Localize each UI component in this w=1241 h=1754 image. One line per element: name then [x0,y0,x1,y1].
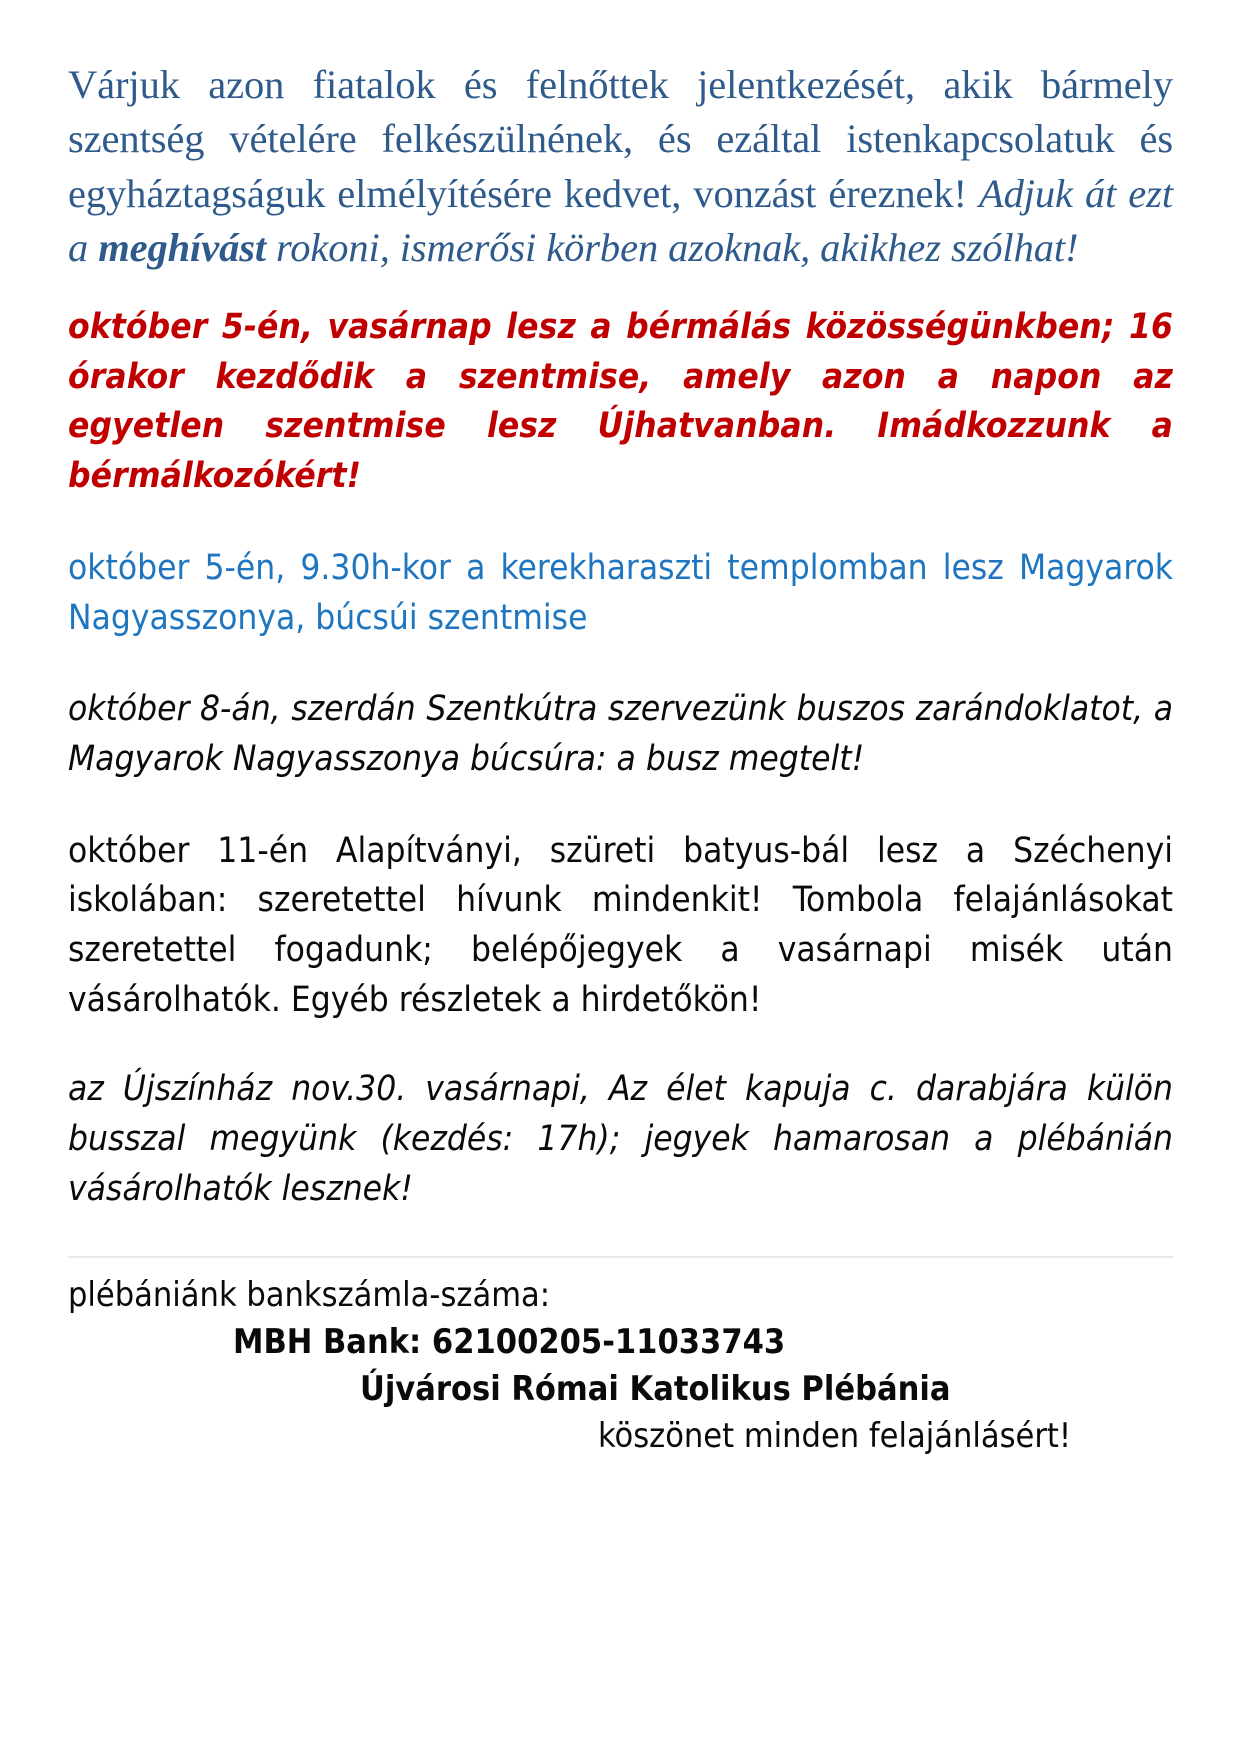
bank-account-number: MBH Bank: 62100205-11033743 [233,1322,786,1363]
notice-ujszinhaz: az Újszínház nov.30. vasárnapi, Az élet kapuja c. darabjára külön busszal megyünk (kezdés: 17h); jegyek hamarosan a plébánián vásárolhatók lesznek! [68,1069,1173,1209]
notice-kerekharaszt: október 5-én, 9.30h-kor a kerekharaszti templomban lesz Magyarok Nagyasszonya, búcsúi szentmise [68,547,1173,638]
invitation-text-italic-1: Adjuk át ezt a [68,170,1173,270]
bank-details-block [68,1272,1173,1460]
invitation-text-plain: Várjuk azon fiatalok és felnőttek jelentkezését, akik bármely szentség vételére felkészülnének, és ezáltal istenkapcsolatuk és egyháztagságuk elmélyítésére kedvet, vonzást éreznek! [68,62,1173,216]
bank-account-label: plébániánk bankszámla-száma: [68,1275,551,1316]
thanks-note: köszönet minden felajánlásért! [598,1416,1072,1457]
notice-szureti-bal: október 11-én Alapítványi, szüreti batyus-bál lesz a Széchenyi iskolában: szeretettel hívunk mindenkit! Tombola felajánlásokat szeretettel fogadunk; belépőjegyek a vasárnapi misék után vásárolhatók. Egyéb részletek a hirdetőkön! [68,830,1173,1020]
invitation-text-emphasis: meghívást [98,224,267,270]
parish-name: Újvárosi Római Katolikus Plébánia [360,1369,951,1410]
notice-szentkut: október 8-án, szerdán Szentkútra szervezünk buszos zarándoklatot, a Magyarok Nagyasszonya búcsúra: a busz megtelt! [68,689,1173,779]
section-divider [68,1256,1173,1258]
invitation-paragraph [68,58,1173,275]
notice-bermalas: október 5-én, vasárnap lesz a bérmálás közösségünkben; 16 órakor kezdődik a szentmise, amely azon a napon az egyetlen szentmise lesz Újhatvanban. Imádkozzunk a bérmálkozókért! [68,307,1173,497]
invitation-text-italic-2: rokoni, ismerősi körben azoknak, akikhez szólhat! [266,224,1079,270]
